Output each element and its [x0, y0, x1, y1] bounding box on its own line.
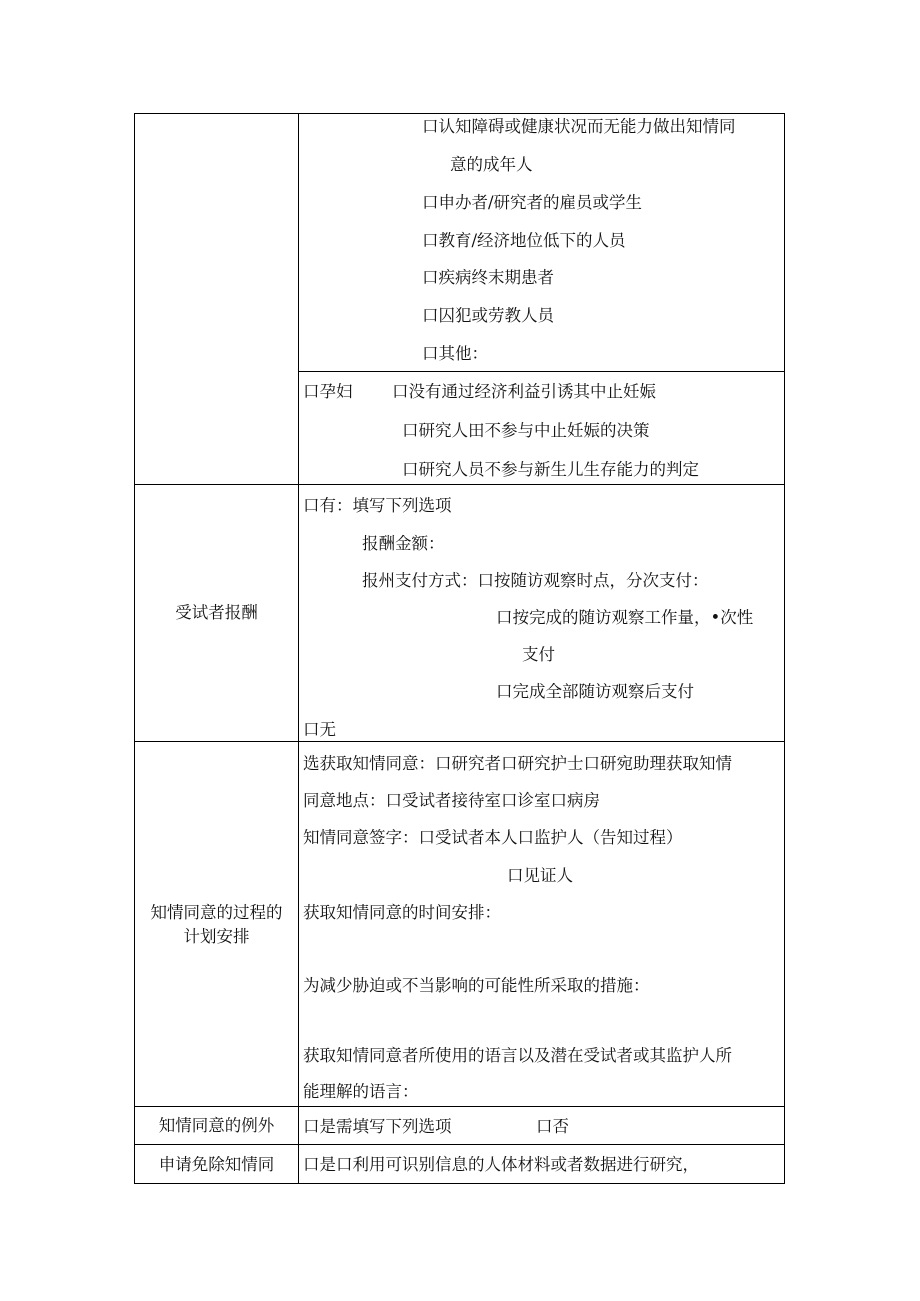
table-border-right	[784, 113, 785, 1184]
waiver-label: 申请免除知情同	[158, 1155, 275, 1174]
option-not-in-viability-judgement[interactable]: 口研究人员不参与新生儿生存能力的判定	[402, 460, 699, 479]
option-low-education[interactable]: 口教育/经济地位低下的人员	[422, 231, 626, 250]
coercion-measures-field[interactable]: 为减少胁迫或不当影响的可能性所采取的措施：	[303, 976, 650, 995]
consent-timing-field[interactable]: 获取知情同意的时间安排：	[303, 903, 501, 922]
row-divider-remuneration	[134, 484, 785, 485]
option-prisoner[interactable]: 口囚犯或劳教人员	[422, 306, 554, 325]
option-no-economic-inducement[interactable]: 口没有通过经济利益引诱其中止妊娠	[392, 382, 656, 401]
option-cognitive-impairment[interactable]: 口认知障碍或健康状况而无能力做出知情同	[422, 117, 736, 136]
option-other[interactable]: 口其他：	[422, 344, 488, 363]
payment-method-by-workload[interactable]: 口按完成的随访观察工作量，•次性	[496, 608, 754, 627]
table-border-bottom	[134, 1183, 785, 1184]
row-divider-consent-process	[134, 741, 785, 742]
option-waiver-identifiable-data[interactable]: 口是口利用可识别信息的人体材料或者数据进行研究，	[303, 1155, 699, 1174]
subrow-divider-pregnant	[298, 371, 785, 372]
remuneration-amount-field[interactable]: 报酬金额：	[362, 534, 445, 553]
table-column-divider	[298, 113, 299, 1184]
option-witness[interactable]: 口见证人	[507, 866, 573, 885]
consent-signature-options[interactable]: 知情同意签字：口受试者本人口监护人（告知过程）	[303, 828, 683, 847]
option-cognitive-impairment-cont: 意的成年人	[450, 155, 533, 174]
consent-language-field-cont: 能理解的语言：	[303, 1082, 419, 1101]
consent-obtainer-options[interactable]: 选获取知情同意：口研究者口研究护士口研宛助理获取知情	[303, 754, 732, 773]
option-terminal-patient[interactable]: 口疾病终末期患者	[422, 268, 554, 287]
consent-process-label-line1: 知情同意的过程的	[150, 903, 283, 922]
table-border-top	[134, 113, 785, 114]
table-border-left	[134, 113, 135, 1184]
consent-process-label	[135, 901, 298, 949]
consent-process-label-line2: 计划安排	[183, 927, 250, 946]
option-pregnant[interactable]: 口孕妇	[303, 382, 353, 401]
option-remuneration-no[interactable]: 口无	[303, 720, 336, 739]
consent-exception-label: 知情同意的例外	[158, 1116, 275, 1135]
row-divider-consent-exception	[134, 1106, 785, 1107]
payment-method-by-visit[interactable]: 报州支付方式：口按随访观察时点，分次支付：	[362, 571, 709, 590]
consent-location-options[interactable]: 同意地点：口受试者接待室口诊室口病房	[303, 791, 600, 810]
option-exception-no[interactable]: 口否	[536, 1117, 569, 1136]
payment-method-by-workload-cont: 支付	[522, 645, 555, 664]
option-remuneration-yes[interactable]: 口有：填写下列选项	[303, 496, 452, 515]
option-not-in-termination-decision[interactable]: 口研究人田不参与中止妊娠的决策	[402, 421, 650, 440]
payment-method-after-completion[interactable]: 口完成全部随访观察后支付	[496, 682, 694, 701]
remuneration-label: 受试者报酬	[175, 603, 258, 622]
consent-language-field[interactable]: 获取知情同意者所使用的语言以及潜在受试者或其监护人所	[303, 1046, 732, 1065]
row-divider-waiver	[134, 1144, 785, 1145]
option-exception-yes[interactable]: 口是需填写下列选项	[303, 1117, 452, 1136]
option-sponsor-employee[interactable]: 口申办者/研究者的雇员或学生	[422, 193, 643, 212]
